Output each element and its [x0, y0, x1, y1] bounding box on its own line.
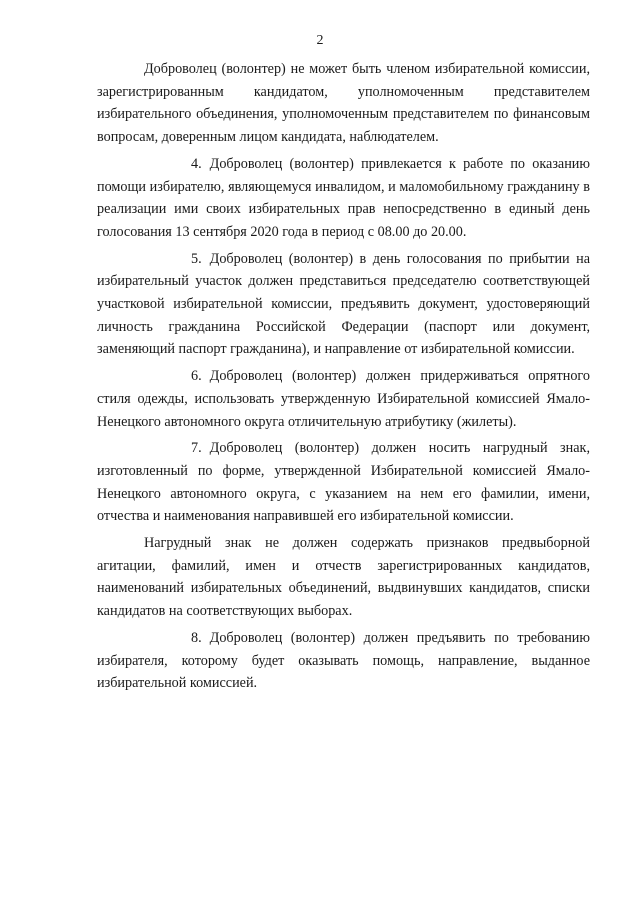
paragraph-4-number: 4. — [191, 155, 202, 172]
page-number: 2 — [316, 33, 324, 48]
paragraph-4 — [97, 153, 590, 244]
paragraph-7-badge-note-text: Нагрудный знак не должен содержать признаков предвыборной агитации, фамилий, имен и отчеств зарегистрированных кандидатов, наименований избирательных объединений, выдвинувших кандидатов, списки кандидатов на соответствующих выборах. — [97, 535, 590, 620]
paragraph-6-number: 6. — [191, 368, 202, 385]
paragraph-4-text: Доброволец (волонтер) привлекается к работе по оказанию помощи избирателю, являющемуся инвалидом, и маломобильному гражданину в реализации ими своих избирательных прав непосредственно в единый день голосования 13 сентября 2020 года в период с 08.00 до 20.00. — [97, 155, 590, 240]
paragraph-5-text: Доброволец (волонтер) в день голосования по прибытии на избирательный участок должен представиться председателю соответствующей участковой избирательной комиссии, предъявить документ, удостоверяющий личность гражданина Российской Федерации (паспорт или документ, заменяющий паспорт гражданина), и направление от избирательной комиссии. — [97, 250, 590, 358]
paragraph-5 — [97, 248, 590, 362]
paragraph-7-text: Доброволец (волонтер) должен носить нагрудный знак, изготовленный по форме, утвержденной Избирательной комиссией Ямало-Ненецкого автономного округа, с указанием на нем его фамилии, имени, отчества и наименования направившей его избирательной комиссии. — [97, 440, 590, 525]
paragraph-8-text: Доброволец (волонтер) должен предъявить по требованию избирателя, которому будет оказывать помощь, направление, выданное избирательной комиссией. — [97, 629, 590, 692]
paragraph-8-number: 8. — [191, 629, 202, 646]
paragraph-7 — [97, 437, 590, 528]
paragraph-6-text: Доброволец (волонтер) должен придерживаться опрятного стиля одежды, использовать утвержденную Избирательной комиссией Ямало-Ненецкого автономного округа отличительную атрибутику (жилеты). — [97, 368, 590, 430]
paragraph-5-number: 5. — [191, 250, 202, 267]
paragraph-6 — [97, 365, 590, 433]
document-body — [97, 58, 590, 699]
paragraph-8 — [97, 627, 590, 695]
paragraph-7-number: 7. — [191, 440, 202, 457]
paragraph-1 — [97, 58, 590, 149]
paragraph-7-badge-note — [97, 532, 590, 623]
paragraph-1-text: Доброволец (волонтер) не может быть членом избирательной комиссии, зарегистрированным кандидатом, уполномоченным представителем избирательного объединения, уполномоченным представителем по финансовым вопросам, доверенным лицом кандидата, наблюдателем. — [97, 61, 590, 146]
